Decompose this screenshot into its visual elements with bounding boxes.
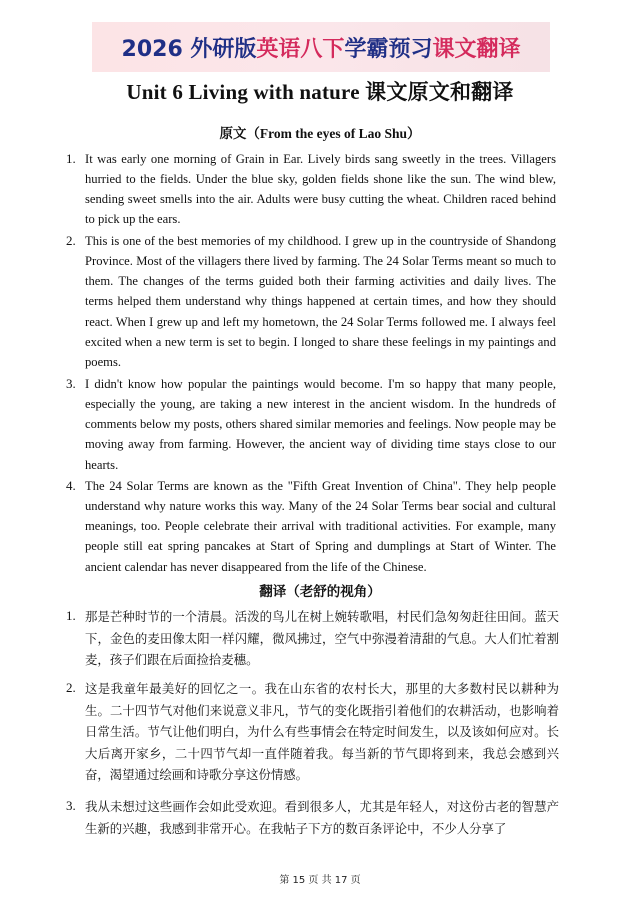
paragraph-number: 3. bbox=[66, 798, 76, 813]
banner-text-subject: 英语八下 bbox=[256, 36, 345, 62]
paragraph-number: 4. bbox=[66, 478, 76, 493]
paragraph-number: 1. bbox=[66, 608, 76, 623]
paragraph-text: It was early one morning of Grain in Ear. Lively birds sang sweetly in the trees. Villagers hurried to the fields. Under the blue sky, golden fields shone like the sun. The wind blew, sending sweet smells into the air. Adults were busy cutting the wheat. Children raced behind to pick up the ears. bbox=[85, 152, 556, 227]
paragraph-text: 这是我童年最美好的回忆之一。我在山东省的农村长大，那里的大多数村民以耕种为生。二十四节气对他们来说意义非凡，节气的变化既指引着他们的农耕活动，也影响着日常生活。节气让他们明白，为什么有些事情会在特定时间发生，以及该如何应对。长大后离开家乡，二十四节气却一直伴随着我。每当新的节气即将到来，我总会感到兴奋，渴望通过绘画和诗歌分享这份情感。 bbox=[85, 681, 559, 783]
chinese-section-heading: 翻译（老舒的视角） bbox=[259, 584, 381, 599]
header-banner bbox=[92, 22, 550, 72]
paragraph-text: The 24 Solar Terms are known as the "Fifth Great Invention of China". They help people understand why nature works this way. Many of the 24 Solar Terms bear social and cultural meanings, too. People celebrate their arrival with traditional activities. For example, many people still eat spring pancakes at Start of Spring and dumplings at Start of Winter. The ancient calendar has never disappeared from the life of the Chinese. bbox=[85, 479, 556, 574]
paragraph-text: I didn't know how popular the paintings would become. I'm so happy that many people, especially the young, are taking a new interest in the ancient wisdom. In the hundreds of comments below my posts, others shared similar memories and feelings. Now people may be moving away from farming. However, the ancient way of dividing time stays close to our hearts. bbox=[85, 377, 556, 472]
paragraph-number: 1. bbox=[66, 151, 76, 166]
paragraph-text: 那是芒种时节的一个清晨。活泼的鸟儿在树上婉转歌唱，村民们急匆匆赶往田间。蓝天下，金色的麦田像太阳一样闪耀，微风拂过，空气中弥漫着清甜的气息。大人们忙着割麦，孩子们跟在后面捡拾麦穗。 bbox=[85, 609, 559, 668]
paragraph-number: 3. bbox=[66, 376, 76, 391]
page-number-footer: 第 15 页 共 17 页 bbox=[279, 875, 361, 886]
banner-text-translation: 课文翻译 bbox=[432, 36, 521, 62]
paragraph-text: 我从未想过这些画作会如此受欢迎。看到很多人，尤其是年轻人，对这份古老的智慧产生新的兴趣，我感到非常开心。在我帖子下方的数百条评论中，不少人分享了 bbox=[85, 799, 559, 836]
english-section-heading: 原文（From the eyes of Lao Shu） bbox=[219, 126, 421, 141]
paragraph-number: 2. bbox=[66, 680, 76, 695]
banner-text-preview: 学霸预习 bbox=[344, 36, 433, 62]
page-title: Unit 6 Living with nature 课文原文和翻译 bbox=[126, 80, 514, 104]
paragraph-text: This is one of the best memories of my childhood. I grew up in the countryside of Shandong Province. Most of the villagers there lived by farming. The 24 Solar Terms meant so much to them. The changes of the terms guided both their farming activities and daily lives. The terms helped them understand why things happened at certain times, and how they should react. When I grew up and left my hometown, the 24 Solar Terms followed me. I always feel excited when a new term is set to begin. I longed to share these feelings in my paintings and poems. bbox=[85, 234, 556, 369]
paragraph-number: 2. bbox=[66, 233, 76, 248]
banner-text-edition: 2026 外研版 bbox=[121, 36, 257, 62]
